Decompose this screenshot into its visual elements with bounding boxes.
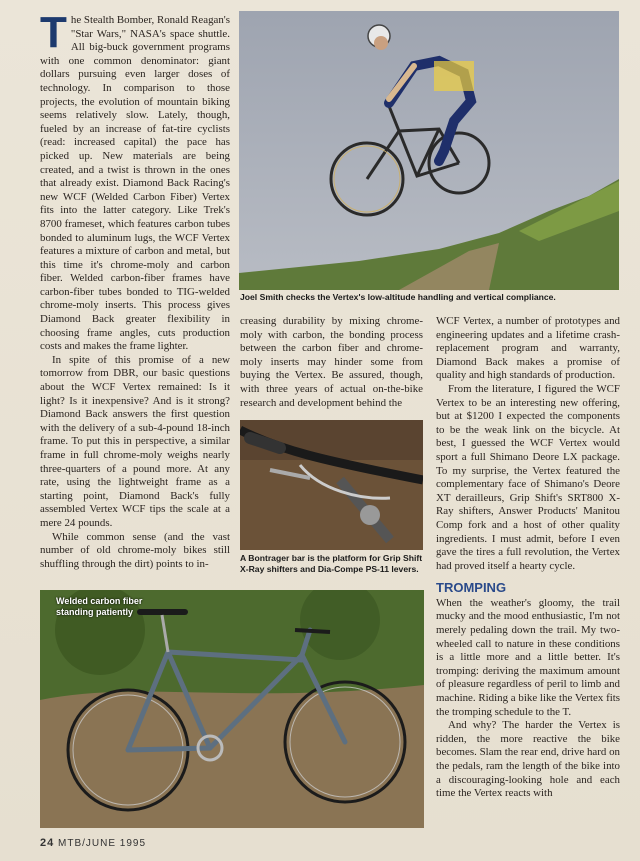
- col3-para-1: WCF Vertex, a number of prototypes and engineering updates and a lifetime crash-replacement program and warranty, Diamond Back makes a promise of quality and high standards of production.: [436, 315, 620, 382]
- drop-cap: T: [40, 8, 67, 57]
- col3-para-2: From the literature, I figured the WCF Vertex to be an interesting new offering, but at $1200 I expected the components to be the weak link on the bicycle. At best, I guessed the WCF Vertex would sport a full Shimano Deore LX package. To my surprise, the Vertex featured the complementary face of Shimano's Deore XT derailleurs, Grip Shift's SRT800 X-Ray shifters, Answer Products' Manitou Comp fork and a host of other quality ingredients. I must admit, before I even gave the tires a full revolution, the Vertex had proved itself a hearty cycle.: [436, 382, 620, 572]
- col1-para-1: The Stealth Bomber, Ronald Reagan's "Star Wars," NASA's space shuttle. All big-buck government programs with one common denominator: giant dollars pursuing even larger doses of technology. In comparison to those projects, the evolution of mountain biking seems relatively slow. Lately, though, fueled by an increase of fat-tire cyclists (read: increased capital) the pace has picked up. New materials are being created, and a twist is thrown in the ones that already exist. Diamond Back Racing's new WCF (Welded Carbon Fiber) Vertex fits into the latter category. Like Trek's 8700 frameset, which features carbon tubes bonded to aluminum lugs, the WCF Vertex features a mixture of carbon and metal, but this time it's chrome-moly and carbon fiber. Welded carbon-fiber frames have carbon-fiber tubes bonded to TIG-welded chrome-moly inserts. This process gives Diamond Back greater flexibility in choosing frame angles, cuts production costs and makes the frame lighter.: [40, 8, 230, 353]
- photo-handlebar: [240, 420, 423, 550]
- caption-inset: Welded carbon fiber standing patiently: [56, 596, 143, 617]
- section-heading-tromping: TROMPING: [436, 580, 507, 596]
- caption-mid: A Bontrager bar is the platform for Grip Shift X-Ray shifters and Dia-Compe PS-11 levers.: [240, 553, 423, 574]
- folio: [40, 837, 146, 849]
- col3-para-3: When the weather's gloomy, the trail mucky and the mood enthusiastic, I'm not merely pedaling down the trail. My two-wheeled call to nature in these conditions is a little more and a little better. It's tromping: deriving the maximum amount of pleasure regardless of peril to limb and machine. Riding a bike like the Vertex fits the tromping schedule to the T.: [436, 596, 620, 718]
- column-3: [436, 315, 620, 861]
- column-2: [240, 315, 423, 415]
- col1-para-2: In spite of this promise of a new tomorrow from DBR, our basic questions about the WCF Vertex remained: Is it light? Is it inexpensive? And is it strong? Diamond Back answers the first question with the delivery of a sub-4-pound 18-inch frame. To put this in perspective, a similar frame in full chrome-moly weighs nearly three-quarters of a pound more. At any rate, using the lightweight frame as a starting point, Diamond Back's fully assembled Vertex WCF tips the scale at a mere 24 pounds.: [40, 353, 230, 529]
- bike-photo-illustration: [40, 590, 424, 828]
- magazine-issue: MTB/JUNE 1995: [58, 838, 147, 849]
- jump-photo-illustration: [239, 11, 619, 290]
- column-1: [40, 8, 230, 584]
- caption-top: Joel Smith checks the Vertex's low-altitude handling and vertical compliance.: [240, 292, 556, 302]
- photo-jump: [239, 11, 619, 290]
- handlebar-photo-illustration: [240, 420, 423, 550]
- col2-para-1: creasing durability by mixing chrome-moly with carbon, the bonding process between the carbon fiber and chrome-moly inserts may hinder some from buying the Vertex. Be assured, though, with three years of actual on-the-bike research and development behind the: [240, 315, 423, 409]
- col1-para-3: While common sense (and the vast number of old chrome-moly bikes still shuffling through the dirt) points to in-: [40, 530, 230, 570]
- col3-para-4: And why? The harder the Vertex is ridden, the more reactive the bike becomes. Slam the rear end, drive hard on the pedals, ram the length of the bike into a discouraging-looking hole and each time the Vertex reacts with: [436, 719, 620, 800]
- page-number: 24: [40, 837, 55, 849]
- photo-bike: [40, 590, 424, 828]
